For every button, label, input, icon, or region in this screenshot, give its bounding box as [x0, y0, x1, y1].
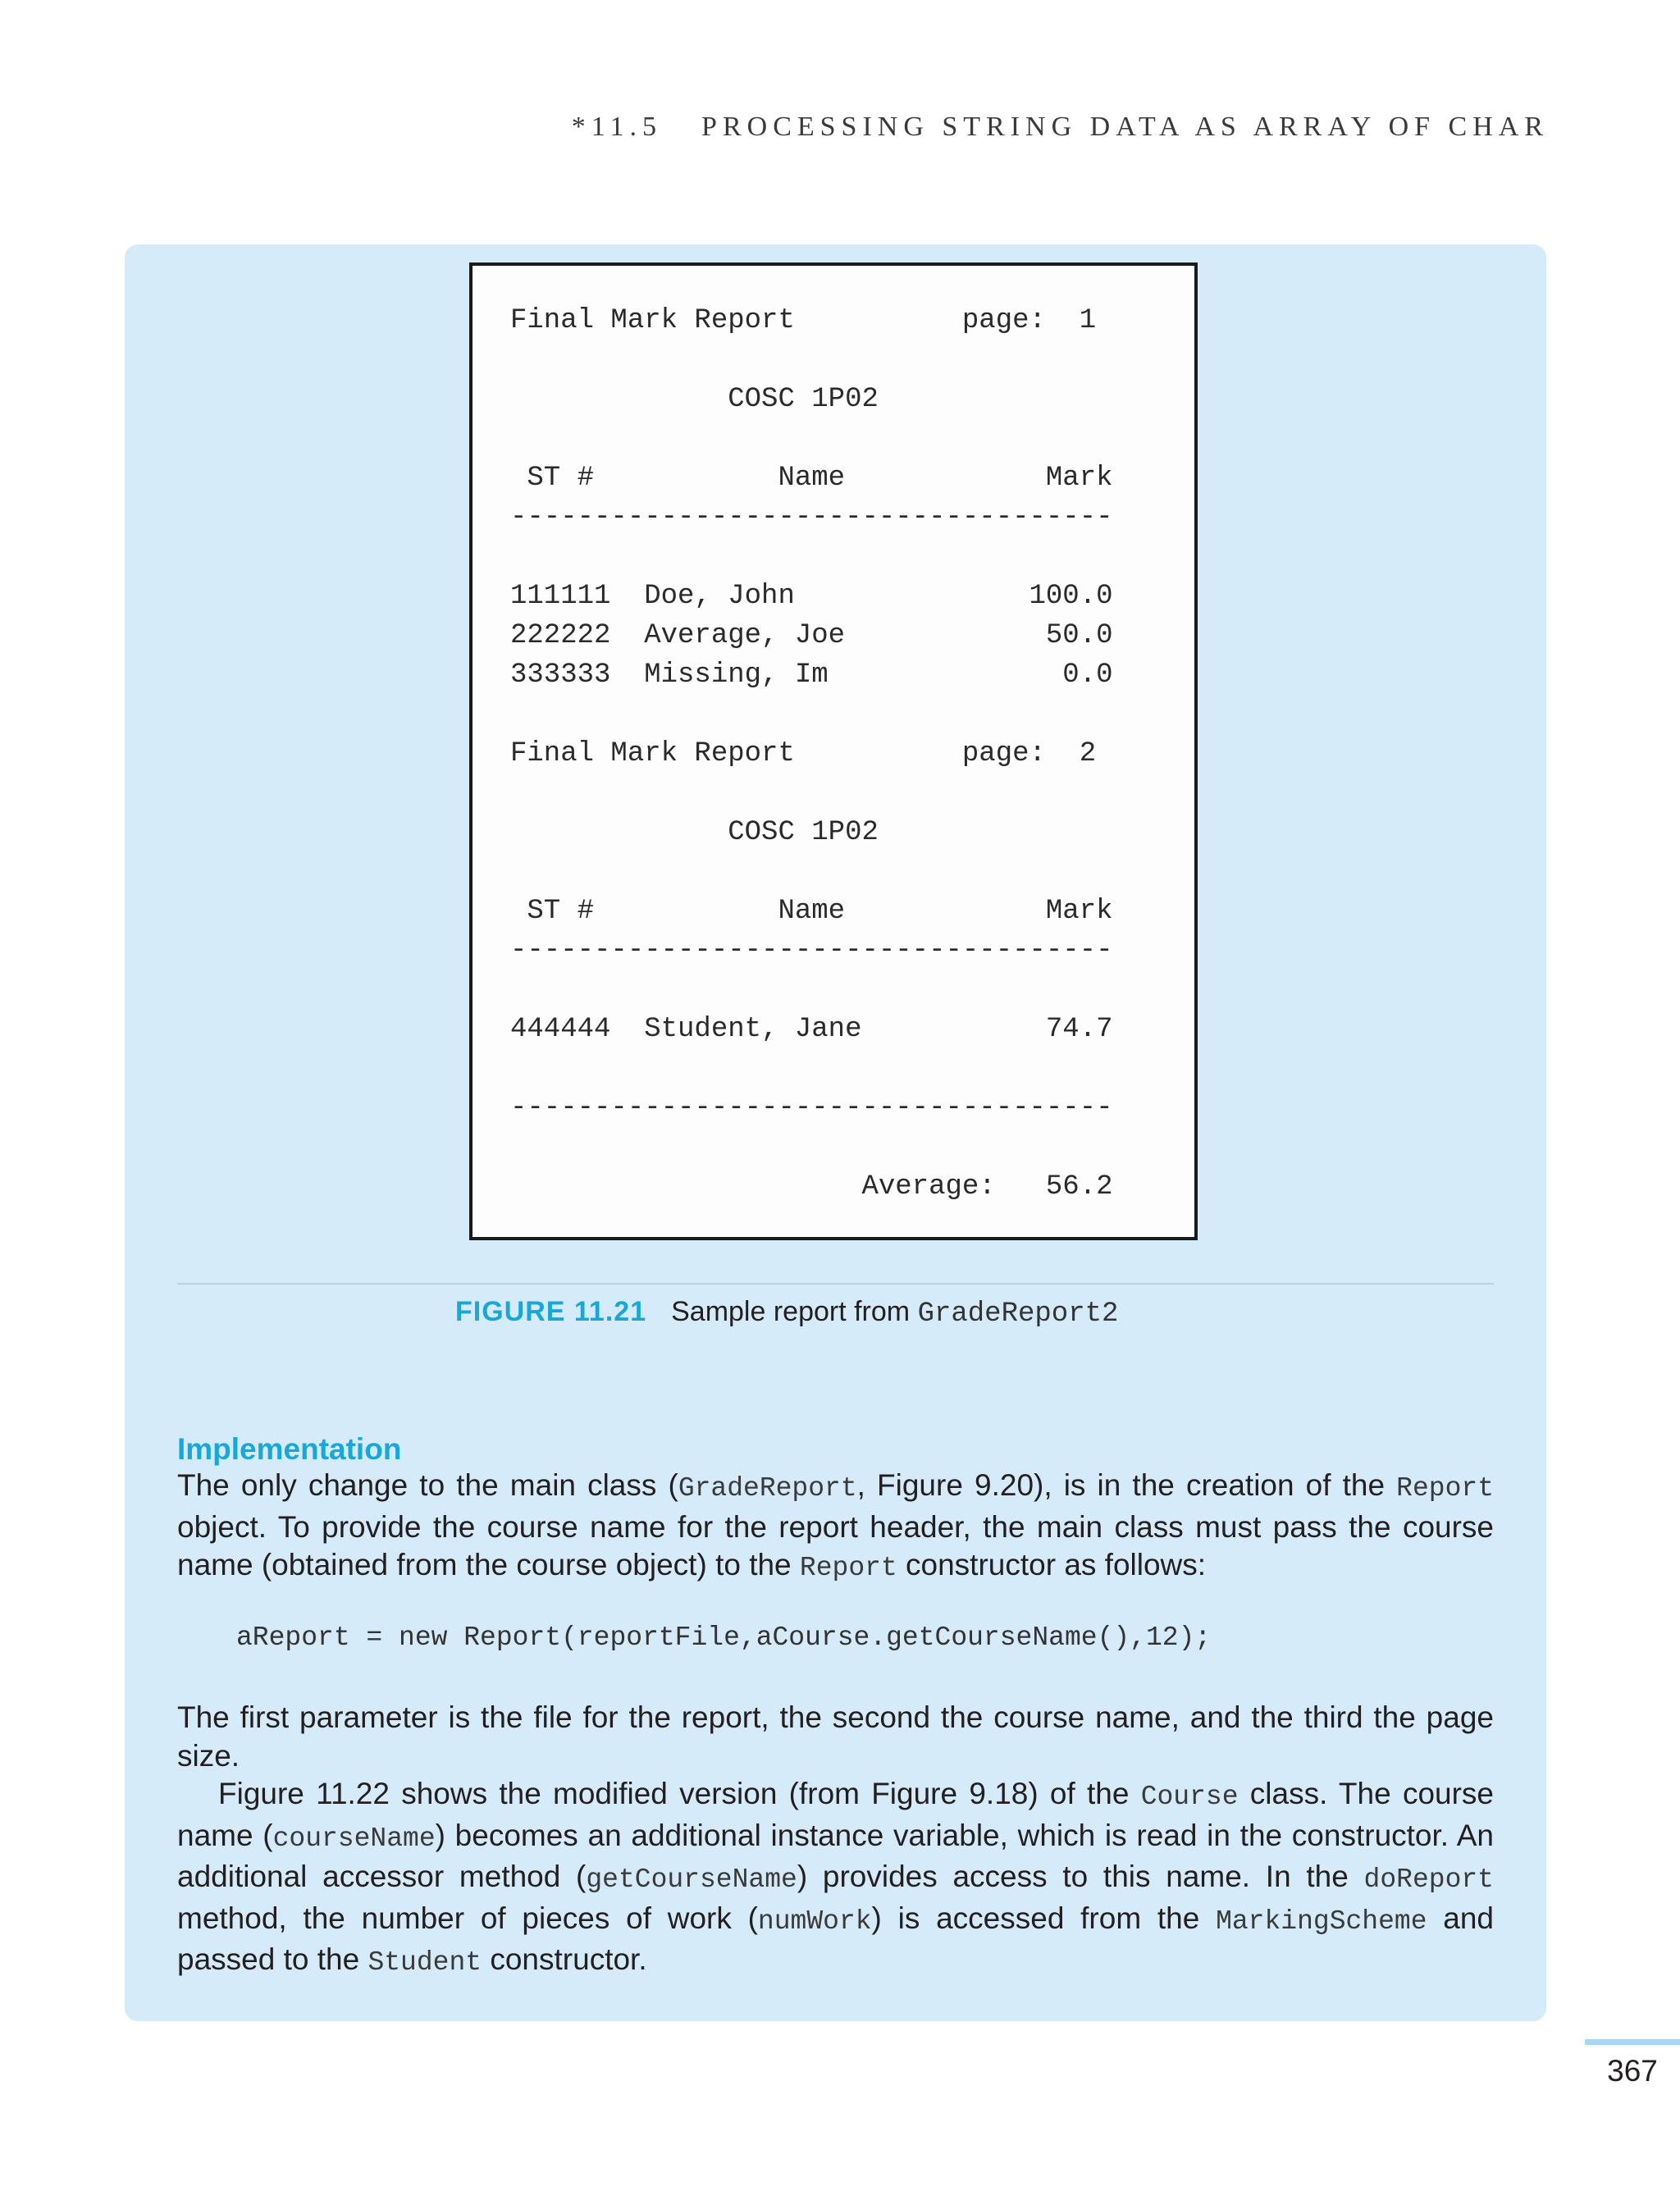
inline-code: courseName: [272, 1823, 436, 1854]
report-separator: ------------------------------------: [510, 502, 1113, 533]
report-average-line: Average: 56.2: [510, 1171, 1113, 1203]
inline-code: numWork: [757, 1905, 872, 1937]
report-separator: ------------------------------------: [510, 935, 1113, 966]
figure-caption: [455, 1296, 1118, 1330]
section-heading: Implementation: [177, 1432, 402, 1466]
report-row: 111111 Doe, John 100.0: [510, 581, 1113, 612]
inline-code: Report: [1396, 1473, 1494, 1504]
content-panel: [125, 244, 1546, 2021]
inline-code: GradeReport: [678, 1473, 857, 1504]
report-column-header: ST # Name Mark: [510, 463, 1113, 494]
report-row: 222222 Average, Joe 50.0: [510, 620, 1113, 651]
caption-code: GradeReport2: [917, 1298, 1119, 1330]
figure-number: FIGURE 11.21: [455, 1296, 647, 1327]
inline-code: MarkingScheme: [1216, 1905, 1427, 1937]
section-title: PROCESSING STRING DATA AS ARRAY OF CHAR: [701, 112, 1549, 142]
inline-code: getCourseName: [586, 1864, 797, 1895]
report-separator: ------------------------------------: [510, 1093, 1113, 1124]
inline-code: Student: [368, 1947, 482, 1978]
page-tab: [1585, 2039, 1680, 2045]
report-title-line: Final Mark Report page: 2: [510, 738, 1097, 769]
report-course-line: COSC 1P02: [510, 384, 879, 415]
sample-report: [469, 262, 1198, 1240]
inline-code: doReport: [1363, 1864, 1494, 1895]
paragraph-2: The first parameter is the file for the report, the second the course name, and the third the page size.: [177, 1700, 1494, 1773]
inline-code: Course: [1140, 1782, 1239, 1812]
paragraph-3: Figure 11.22 shows the modified version (from Figure 9.18) of the Course class. The course name (courseName) becomes an additional instance variable, which is read in the constructor. An additional accessor method (getCourseName) provides access to this name. In the doReport method, the number of pieces of work (numWork) is accessed from the MarkingScheme and passed to the Student constructor.: [177, 1777, 1495, 1978]
inline-code: Report: [799, 1553, 897, 1583]
section-number: *11.5: [571, 112, 663, 142]
report-row: 333333 Missing, Im 0.0: [510, 660, 1113, 691]
report-column-header: ST # Name Mark: [510, 896, 1113, 927]
running-head: [0, 112, 1549, 143]
report-title-line: Final Mark Report page: 1: [510, 305, 1097, 336]
page-number: 367: [1607, 2054, 1658, 2088]
figure-divider: [177, 1283, 1494, 1285]
paragraph-1: The only change to the main class (GradeReport, Figure 9.20), is in the creation of the Report object. To provide the course name for the report header, the main class must pass the course name (obtained from the course object) to the Report constructor as follows:: [177, 1468, 1494, 1583]
report-course-line: COSC 1P02: [510, 817, 879, 848]
caption-text: Sample report from: [671, 1296, 911, 1327]
report-row: 444444 Student, Jane 74.7: [510, 1014, 1113, 1045]
code-line: aReport = new Report(reportFile,aCourse.getCourseName(),12);: [236, 1623, 1212, 1653]
